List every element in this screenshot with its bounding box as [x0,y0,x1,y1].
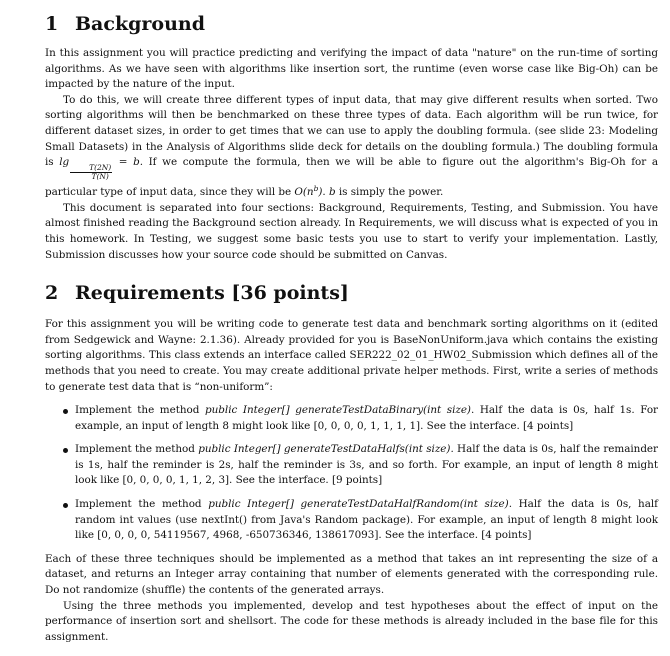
section-title: Requirements [36 points] [75,282,349,305]
paragraph-text: To do this, we will create three different types of input data, that may give different results when sorted. Two sorting algorithms will then be benchmarked on these three types of data. Each algorithm will be run twice, for different dataset sizes, in order to get times that we can use to apply the doubling formula. (see slide 23: Modeling Small Datasets) in the Analysis of Algorithms slide deck for details on the doubling formula.) The doubling formula is [45,93,658,169]
bullet-icon [63,409,68,414]
method-signature: public Integer[] generateTestDataBinary(int size) [205,404,471,417]
big-oh-base: O(n [294,186,314,199]
section-number: 2 [45,282,59,305]
background-paragraph-3: This document is separated into four sections: Background, Requirements, Testing, and Submission. You have almost finished reading the Background section already. In Requirements, we will discuss what is expected of you in this homework. In Testing, we suggest some basic tests you use to start to verify your implementation. Lastly, Submission discusses how your source code should be submitted on Canvas. [45,201,658,261]
list-item [61,403,658,434]
formula-equals: = b [113,156,140,169]
formula-numerator: T(2N) [70,164,112,173]
item-prefix: Implement the method [75,443,199,456]
paragraph-text: is simply the power. [335,186,444,199]
section-number: 1 [45,13,59,35]
item-prefix: Implement the method [75,498,209,511]
list-item-text [75,442,658,489]
background-paragraph-1: In this assignment you will practice predicting and verifying the impact of data "nature" on the run-time of sorting algorithms. As we have seen with algorithms like insertion sort, the runtime (even worse case like Big-Oh) can be impacted by the nature of the input. [45,47,658,91]
big-oh-close: ) [318,186,323,199]
section-heading-background [45,12,658,36]
item-prefix: Implement the method [75,404,206,417]
list-item-text [75,403,658,434]
formula-lg: lg [59,156,70,169]
method-signature: public Integer[] generateTestDataHalfRandom(int size) [208,498,509,511]
paragraph-text: . [322,186,329,199]
big-oh-expression [294,186,322,198]
background-paragraph-2 [45,93,658,201]
method-signature: public Integer[] generateTestDataHalfs(int size) [198,443,451,456]
list-item [61,497,658,544]
section-heading-requirements [45,281,658,305]
bullet-icon [63,448,68,453]
item-suffix: . Half the data is 0s, half 1s. For example, an input of length 8 might look like [0, 0, 0, 0, 1, 1, 1, 1]. See the interface. [4 points] [75,404,658,432]
list-item-text [75,497,658,544]
list-item [61,442,658,489]
item-suffix: . Half the data is 0s, half the remainder is 1s, half the reminder is 2s, half the reminder is 3s, and so forth. For example, an input of length 8 might look like [0, 0, 0, 0, 1, 1, 2, 3]. See the interface. [9 points] [75,443,658,487]
doubling-formula [59,156,140,182]
bullet-icon [63,503,68,508]
requirements-intro: For this assignment you will be writing code to generate test data and benchmark sorting algorithms on it (edited from Sedgewick and Wayne: 2.1.36). Already provided for you is BaseNonUniform.java which contains the existing sorting algorithms. This class extends an interface called SER222_02_01_HW02_Submission which defines all of the methods that you need to create. You may create additional private helper methods. First, write a series of methods to generate test data that is “non-uniform”: [45,318,658,393]
requirements-list [45,403,658,544]
requirements-paragraph-2: Using the three methods you implemented, develop and test hypotheses about the effect of input on the performance of insertion sort and shellsort. The code for these methods is already included in the base file for this assignment. [45,599,658,643]
paragraph-text: . If we compute the formula, then we will be able to figure out the algorithm's Big-Oh for a particular type of input data, since they will be [45,156,659,199]
big-oh-exponent: b [313,184,319,194]
item-suffix: . Half the data is 0s, half random int values (use nextInt() from Java's Random package). For example, an input of length 8 might look like [0, 0, 0, 0, 54119567, 4968, -650736346, 138617093]. See the interface. [4 points] [75,498,658,542]
formula-fraction [70,164,112,181]
requirements-paragraph-1: Each of these three techniques should be implemented as a method that takes an int representing the size of a dataset, and returns an Integer array containing that number of elements generated with the corresponding rule. Do not randomize (shuffle) the contents of the generated arrays. [45,552,658,597]
section-title: Background [75,13,205,35]
formula-denominator: T(N) [91,172,109,182]
b-variable: b [328,186,336,199]
